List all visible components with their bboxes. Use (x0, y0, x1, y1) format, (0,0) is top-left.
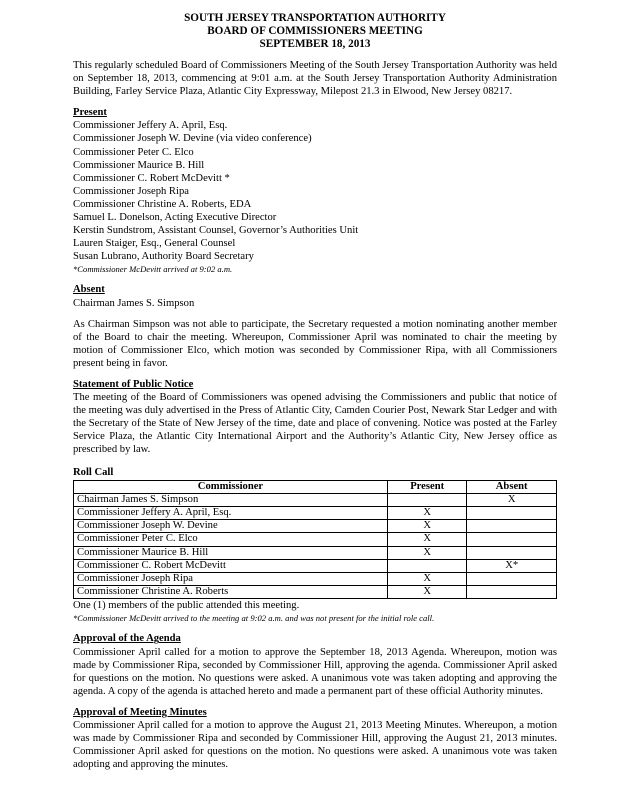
table-row (74, 507, 557, 520)
public-notice-paragraph: The meeting of the Board of Commissioners was opened advising the Commissioners and public that notice of the meeting was duly advertised in the Press of Atlantic City, Camden Courier Post, Newark Star Ledger and with the Secretary of the State of New Jersey of the time, date and place of convening. Notice was posted at the Farley Service Plaza, the Atlantic City International Airport and the Authority’s Atlantic City, New Jersey office as prescribed by law. (73, 392, 557, 456)
table-row (74, 559, 557, 572)
present-item: Commissioner Joseph W. Devine (via video conference) (73, 133, 312, 145)
present-item: Commissioner Jeffery A. April, Esq. (73, 120, 228, 132)
cell-present (387, 493, 466, 506)
roll-call-table (73, 480, 557, 600)
cell-present: X (387, 520, 466, 533)
cell-present: X (387, 533, 466, 546)
cell-name: Commissioner Maurice B. Hill (74, 546, 388, 559)
table-row (74, 493, 557, 506)
cell-absent (467, 533, 557, 546)
absent-heading: Absent (73, 284, 105, 296)
cell-absent (467, 520, 557, 533)
minutes-heading: Approval of Meeting Minutes (73, 706, 207, 718)
cell-name: Commissioner Peter C. Elco (74, 533, 388, 546)
cell-present: X (387, 586, 466, 599)
absent-item: Chairman James S. Simpson (73, 297, 195, 309)
header-date: SEPTEMBER 18, 2013 (259, 38, 371, 50)
document-header (73, 12, 557, 51)
roll-call-note: *Commissioner McDevitt arrived to the meeting at 9:02 a.m. and was not present for the initial role call. (73, 613, 435, 624)
present-item: Commissioner Maurice B. Hill (73, 159, 205, 171)
cell-name: Commissioner Joseph W. Devine (74, 520, 388, 533)
cell-absent (467, 507, 557, 520)
cell-name: Chairman James S. Simpson (74, 493, 388, 506)
agenda-heading: Approval of the Agenda (73, 633, 181, 645)
minutes-document (73, 12, 557, 771)
present-item: Commissioner Peter C. Elco (73, 146, 194, 158)
table-row (74, 586, 557, 599)
agenda-paragraph: Commissioner April called for a motion to approve the September 18, 2013 Agenda. Whereupon, motion was made by Commissioner Ripa, seconded by Commissioner Hill, approving the agenda. Commissioner April asked for questions on the motion. No questions were asked. A unanimous vote was taken adopting and approving the agenda. A copy of the agenda is attached hereto and made a permanent part of these official Authority minutes. (73, 646, 557, 697)
cell-absent (467, 572, 557, 585)
public-attendance-line: One (1) members of the public attended this meeting. (73, 600, 300, 612)
table-row (74, 520, 557, 533)
cell-name: Commissioner C. Robert McDevitt (74, 559, 388, 572)
table-row (74, 546, 557, 559)
cell-present: X (387, 546, 466, 559)
header-meeting: BOARD OF COMMISSIONERS MEETING (207, 25, 423, 37)
cell-name: Commissioner Christine A. Roberts (74, 586, 388, 599)
cell-absent: X* (467, 559, 557, 572)
table-header-row (74, 480, 557, 493)
present-item: Susan Lubrano, Authority Board Secretary (73, 251, 254, 263)
cell-name: Commissioner Joseph Ripa (74, 572, 388, 585)
table-row (74, 572, 557, 585)
table-row (74, 533, 557, 546)
present-heading: Present (73, 107, 107, 119)
present-list (73, 119, 557, 275)
public-notice-heading: Statement of Public Notice (73, 378, 194, 390)
present-note: *Commissioner McDevitt arrived at 9:02 a.m. (73, 264, 233, 275)
roll-call-heading: Roll Call (73, 466, 114, 478)
minutes-paragraph: Commissioner April called for a motion to approve the August 21, 2013 Meeting Minutes. Whereupon, a motion was made by Commissioner Ripa and seconded by Commissioner Hill, approving the August 21, 2013 minutes. Commissioner April asked for questions on the motion. No questions were asked. A unanimous vote was taken adopting and approving the minutes. (73, 719, 557, 771)
cell-present: X (387, 572, 466, 585)
cell-absent (467, 546, 557, 559)
cell-absent (467, 586, 557, 599)
present-item: Kerstin Sundstrom, Assistant Counsel, Governor’s Authorities Unit (73, 225, 359, 237)
present-item: Lauren Staiger, Esq., General Counsel (73, 238, 236, 250)
present-item: Samuel L. Donelson, Acting Executive Director (73, 212, 277, 224)
absent-paragraph: As Chairman Simpson was not able to participate, the Secretary requested a motion nominating another member of the Board to chair the meeting. Whereupon, Commissioner April was nominated to chair the meeting by motion of Commissioner Elco, which motion was seconded by Commissioner Ripa, with all Commissioners present being in favor. (73, 318, 557, 369)
present-item: Commissioner Christine A. Roberts, EDA (73, 198, 252, 210)
present-item: Commissioner Joseph Ripa (73, 185, 189, 197)
column-header-commissioner: Commissioner (74, 480, 388, 493)
cell-present: X (387, 507, 466, 520)
present-item: Commissioner C. Robert McDevitt * (73, 172, 230, 184)
column-header-absent: Absent (467, 480, 557, 493)
cell-name: Commissioner Jeffery A. April, Esq. (74, 507, 388, 520)
cell-present (387, 559, 466, 572)
header-authority: SOUTH JERSEY TRANSPORTATION AUTHORITY (184, 12, 446, 24)
intro-paragraph: This regularly scheduled Board of Commissioners Meeting of the South Jersey Transportation Authority was held on September 18, 2013, commencing at 9:01 a.m. at the South Jersey Transportation Authority Administration Building, Farley Service Plaza, Atlantic City Expressway, Milepost 21.3 in Elwood, New Jersey 08217. (73, 60, 557, 98)
column-header-present: Present (387, 480, 466, 493)
cell-absent: X (467, 493, 557, 506)
